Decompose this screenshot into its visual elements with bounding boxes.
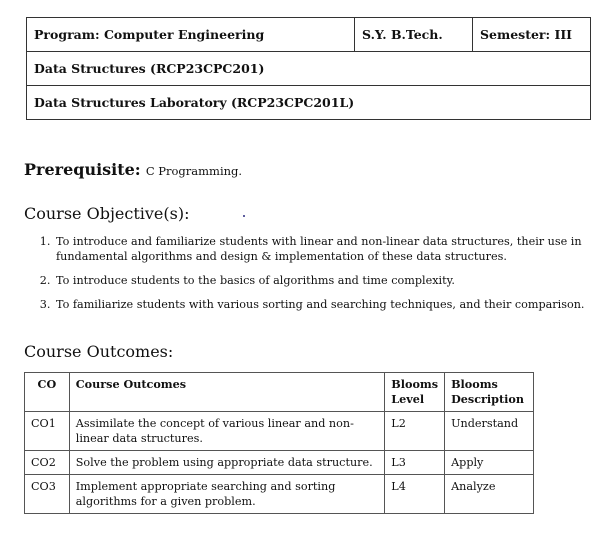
objectives-heading: Course Objective(s): bbox=[24, 204, 190, 223]
co-description: Apply bbox=[445, 451, 534, 475]
co-description: Understand bbox=[445, 412, 534, 451]
co-level: L4 bbox=[385, 475, 445, 514]
prerequisite-line bbox=[24, 160, 242, 179]
col-header-description: Blooms Description bbox=[445, 373, 534, 412]
lab-name-cell: Data Structures Laboratory (RCP23CPC201L) bbox=[34, 95, 355, 110]
col-header-outcome: Course Outcomes bbox=[69, 373, 385, 412]
co-outcome: Implement appropriate searching and sorting algorithms for a given problem. bbox=[69, 475, 385, 514]
table-row bbox=[25, 475, 534, 514]
co-level: L3 bbox=[385, 451, 445, 475]
co-id: CO1 bbox=[25, 412, 70, 451]
prerequisite-label: Prerequisite: bbox=[24, 160, 141, 179]
objective-item: 3. To familiarize students with various sorting and searching techniques, and their comparison. bbox=[54, 297, 594, 312]
co-id: CO2 bbox=[25, 451, 70, 475]
stray-dot bbox=[243, 215, 245, 217]
co-level: L2 bbox=[385, 412, 445, 451]
objectives-list bbox=[24, 234, 594, 321]
course-name-cell: Data Structures (RCP23CPC201) bbox=[34, 61, 265, 76]
objective-item: 2. To introduce students to the basics of algorithms and time complexity. bbox=[54, 273, 594, 288]
co-outcome: Solve the problem using appropriate data structure. bbox=[69, 451, 385, 475]
outcomes-table bbox=[24, 372, 534, 514]
co-description: Analyze bbox=[445, 475, 534, 514]
table-row bbox=[25, 412, 534, 451]
semester-cell: Semester: III bbox=[480, 27, 573, 42]
objective-item: 1. To introduce and familiarize students with linear and non-linear data structures, their use in fundamental algorithms and design & implementation of these data structures. bbox=[54, 234, 594, 264]
year-cell: S.Y. B.Tech. bbox=[355, 18, 473, 51]
header-row-lab bbox=[27, 86, 590, 119]
co-outcome: Assimilate the concept of various linear and non-linear data structures. bbox=[69, 412, 385, 451]
header-row-program bbox=[27, 18, 590, 52]
col-header-level: Blooms Level bbox=[385, 373, 445, 412]
table-row bbox=[25, 451, 534, 475]
outcomes-heading: Course Outcomes: bbox=[24, 342, 174, 361]
co-id: CO3 bbox=[25, 475, 70, 514]
col-header-co: CO bbox=[25, 373, 70, 412]
program-cell: Program: Computer Engineering bbox=[27, 18, 355, 51]
header-row-course bbox=[27, 52, 590, 86]
course-header-table bbox=[26, 17, 591, 120]
prerequisite-value: C Programming. bbox=[145, 164, 243, 178]
outcomes-header-row bbox=[25, 373, 534, 412]
